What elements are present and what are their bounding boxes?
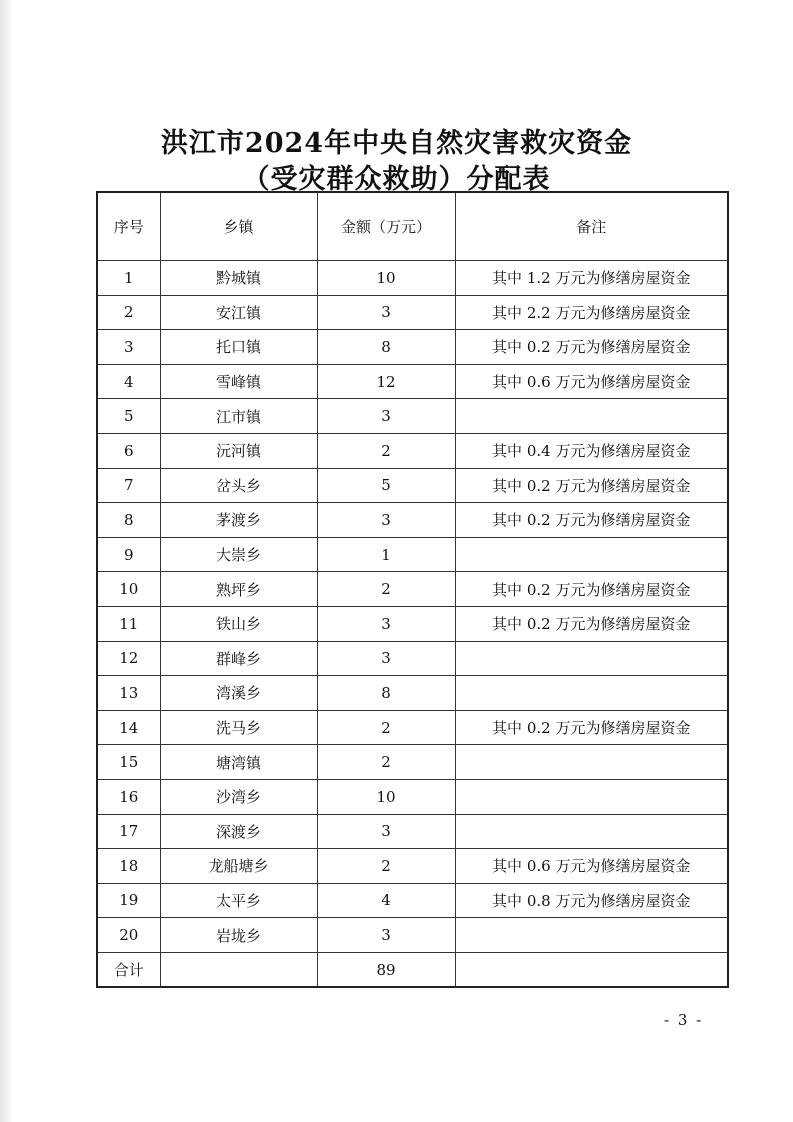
row-note <box>455 641 728 676</box>
row-amount: 12 <box>317 364 455 399</box>
row-amount: 2 <box>317 849 455 884</box>
row-amount: 3 <box>317 918 455 953</box>
row-no: 9 <box>97 537 160 572</box>
table-row <box>97 918 728 953</box>
row-town: 茅渡乡 <box>160 503 317 538</box>
row-amount: 3 <box>317 641 455 676</box>
row-amount: 4 <box>317 883 455 918</box>
row-note: 其中 0.2 万元为修缮房屋资金 <box>455 606 728 641</box>
header-amount: 金额（万元） <box>317 192 455 261</box>
table-row <box>97 572 728 607</box>
row-town: 沙湾乡 <box>160 779 317 814</box>
row-town: 岩垅乡 <box>160 918 317 953</box>
table-row <box>97 399 728 434</box>
table-row <box>97 641 728 676</box>
row-town: 龙船塘乡 <box>160 849 317 884</box>
table-row <box>97 676 728 711</box>
row-town: 黔城镇 <box>160 261 317 296</box>
row-town: 熟坪乡 <box>160 572 317 607</box>
row-note <box>455 399 728 434</box>
row-town: 群峰乡 <box>160 641 317 676</box>
row-no: 16 <box>97 779 160 814</box>
row-no: 8 <box>97 503 160 538</box>
row-no: 6 <box>97 433 160 468</box>
row-amount: 8 <box>317 330 455 365</box>
row-note: 其中 0.6 万元为修缮房屋资金 <box>455 364 728 399</box>
row-note: 其中 0.2 万元为修缮房屋资金 <box>455 503 728 538</box>
table-row <box>97 364 728 399</box>
row-no: 15 <box>97 745 160 780</box>
table-row <box>97 537 728 572</box>
table-row <box>97 849 728 884</box>
row-no: 7 <box>97 468 160 503</box>
row-town: 洗马乡 <box>160 710 317 745</box>
row-note: 其中 0.6 万元为修缮房屋资金 <box>455 849 728 884</box>
row-note: 其中 0.2 万元为修缮房屋资金 <box>455 572 728 607</box>
row-amount: 10 <box>317 261 455 296</box>
table-row <box>97 883 728 918</box>
row-note: 其中 0.2 万元为修缮房屋资金 <box>455 330 728 365</box>
table-row <box>97 433 728 468</box>
row-note: 其中 0.2 万元为修缮房屋资金 <box>455 710 728 745</box>
row-note <box>455 537 728 572</box>
row-amount: 2 <box>317 710 455 745</box>
total-note-empty <box>455 952 728 987</box>
row-note: 其中 2.2 万元为修缮房屋资金 <box>455 295 728 330</box>
row-town: 大崇乡 <box>160 537 317 572</box>
row-note <box>455 814 728 849</box>
page-title: 洪江市2024年中央自然灾害救灾资金 <box>160 128 633 159</box>
row-amount: 5 <box>317 468 455 503</box>
table-row <box>97 745 728 780</box>
header-note: 备注 <box>455 192 728 261</box>
row-town: 安江镇 <box>160 295 317 330</box>
row-town: 托口镇 <box>160 330 317 365</box>
row-note: 其中 0.2 万元为修缮房屋资金 <box>455 468 728 503</box>
table-row <box>97 814 728 849</box>
row-no: 20 <box>97 918 160 953</box>
row-town: 雪峰镇 <box>160 364 317 399</box>
row-no: 2 <box>97 295 160 330</box>
row-town: 深渡乡 <box>160 814 317 849</box>
table-row <box>97 710 728 745</box>
row-amount: 1 <box>317 537 455 572</box>
row-note: 其中 1.2 万元为修缮房屋资金 <box>455 261 728 296</box>
row-no: 13 <box>97 676 160 711</box>
row-note: 其中 0.4 万元为修缮房屋资金 <box>455 433 728 468</box>
row-amount: 3 <box>317 503 455 538</box>
row-no: 14 <box>97 710 160 745</box>
row-no: 5 <box>97 399 160 434</box>
page-number: - 3 - <box>664 1011 704 1029</box>
table-row <box>97 779 728 814</box>
row-no: 3 <box>97 330 160 365</box>
table-row <box>97 261 728 296</box>
row-town: 太平乡 <box>160 883 317 918</box>
row-no: 19 <box>97 883 160 918</box>
row-note: 其中 0.8 万元为修缮房屋资金 <box>455 883 728 918</box>
row-town: 塘湾镇 <box>160 745 317 780</box>
row-note <box>455 745 728 780</box>
table-header-row <box>97 192 728 261</box>
row-amount: 3 <box>317 814 455 849</box>
row-no: 4 <box>97 364 160 399</box>
page-subtitle: （受灾群众救助）分配表 <box>242 164 551 195</box>
row-amount: 3 <box>317 606 455 641</box>
row-amount: 2 <box>317 433 455 468</box>
row-no: 17 <box>97 814 160 849</box>
table-row <box>97 468 728 503</box>
row-town: 岔头乡 <box>160 468 317 503</box>
row-town: 江市镇 <box>160 399 317 434</box>
total-label: 合计 <box>97 952 160 987</box>
row-town: 铁山乡 <box>160 606 317 641</box>
row-amount: 2 <box>317 572 455 607</box>
row-amount: 3 <box>317 399 455 434</box>
total-amount: 89 <box>317 952 455 987</box>
row-amount: 10 <box>317 779 455 814</box>
total-town-empty <box>160 952 317 987</box>
total-row <box>97 952 728 987</box>
row-no: 11 <box>97 606 160 641</box>
row-note <box>455 676 728 711</box>
row-no: 18 <box>97 849 160 884</box>
row-amount: 3 <box>317 295 455 330</box>
table-body <box>97 261 728 953</box>
table-row <box>97 606 728 641</box>
row-no: 10 <box>97 572 160 607</box>
row-note <box>455 918 728 953</box>
row-no: 1 <box>97 261 160 296</box>
header-town: 乡镇 <box>160 192 317 261</box>
row-town: 沅河镇 <box>160 433 317 468</box>
allocation-table <box>96 191 729 988</box>
row-town: 湾溪乡 <box>160 676 317 711</box>
table-row <box>97 503 728 538</box>
header-no: 序号 <box>97 192 160 261</box>
row-note <box>455 779 728 814</box>
row-amount: 8 <box>317 676 455 711</box>
row-amount: 2 <box>317 745 455 780</box>
table-row <box>97 295 728 330</box>
row-no: 12 <box>97 641 160 676</box>
table-row <box>97 330 728 365</box>
